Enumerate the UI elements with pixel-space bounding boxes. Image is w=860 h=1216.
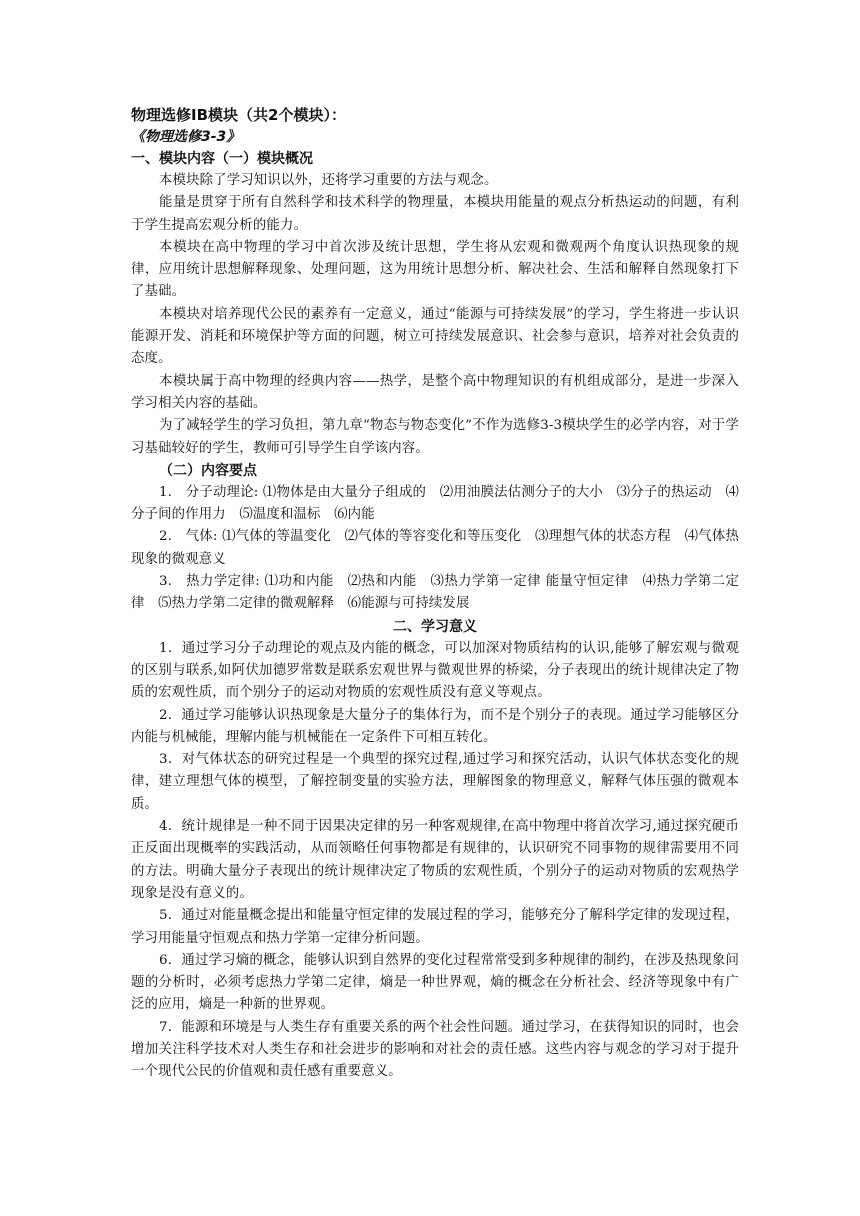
- overview-paragraph: 本模块在高中物理的学习中首次涉及统计思想，学生将从宏观和微观两个角度认识热现象的规律，应用统计思想解释现象、处理问题，这为用统计思想分析、解决社会、生活和解释自然现象打下了基础。: [131, 239, 739, 300]
- section-heading-module-content: 一、模块内容（一）模块概况: [131, 151, 313, 167]
- key-point-item: 2. 气体: ⑴气体的等温变化 ⑵气体的等容变化和等压变化 ⑶理想气体的状态方程 ⑷气体热现象的微观意义: [131, 529, 739, 567]
- significance-paragraph: 6．通过学习熵的概念，能够认识到自然界的变化过程常常受到多种规律的制约，在涉及热现象问题的分析时，必须考虑热力学第二定律，熵是一种世界观，熵的概念在分析社会、经济等现象中有广泛的应用，熵是一种新的世界观。: [131, 952, 739, 1013]
- key-point-item: 3. 热力学定律: ⑴功和内能 ⑵热和内能 ⑶热力学第一定律 能量守恒定律 ⑷热力学第二定律 ⑸热力学第二定律的微观解释 ⑹能源与可持续发展: [131, 574, 739, 612]
- significance-paragraph: 5．通过对能量概念提出和能量守恒定律的发展过程的学习，能够充分了解科学定律的发现过程，学习用能量守恒观点和热力学第一定律分析问题。: [131, 908, 739, 946]
- overview-paragraph: 本模块属于高中物理的经典内容——热学，是整个高中物理知识的有机组成部分，是进一步深入学习相关内容的基础。: [131, 373, 739, 411]
- overview-paragraph: 本模块对培养现代公民的素养有一定意义，通过“能源与可持续发展”的学习，学生将进一步认识能源开发、消耗和环境保护等方面的问题，树立可持续发展意识、社会参与意识，培养对社会负责的态度。: [131, 306, 739, 367]
- subsection-heading-key-points: （二）内容要点: [159, 462, 257, 479]
- significance-paragraph: 3．对气体状态的研究过程是一个典型的探究过程,通过学习和探究活动，认识气体状态变化的规律，建立理想气体的模型，了解控制变量的实验方法，理解图象的物理意义，解释气体压强的微观本质。: [131, 752, 739, 812]
- significance-paragraph: 4．统计规律是一种不同于因果决定律的另一种客观规律,在高中物理中将首次学习,通过探究硬币正反面出现概率的实践活动，从而领略任何事物都是有规律的，认识研究不同事物的规律需要用不同的方法。明确大量分子表现出的统计规律决定了物质的宏观性质，个别分子的运动对物质的宏观热学现象是没有意义的。: [131, 819, 739, 901]
- document-title: 物理选修ⅠB模块（共2个模块）：: [131, 106, 346, 124]
- overview-paragraph: 为了减轻学生的学习负担，第九章“物态与物态变化”不作为选修3-3模块学生的必学内容，对于学习基础较好的学生，教师可引导学生自学该内容。: [131, 418, 739, 456]
- module-subtitle: 《物理选修3-3》: [131, 129, 241, 145]
- significance-paragraph: 2．通过学习能够认识热现象是大量分子的集体行为，而不是个别分子的表现。通过学习能够区分内能与机械能，理解内能与机械能在一定条件下可相互转化。: [131, 707, 739, 745]
- significance-paragraph: 7．能源和环境是与人类生存有重要关系的两个社会性问题。通过学习，在获得知识的同时，也会增加关注科学技术对人类生存和社会进步的影响和对社会的责任感。这些内容与观念的学习对于提升一个现代公民的价值观和责任感有重要意义。: [131, 1019, 739, 1080]
- overview-paragraph: 本模块除了学习知识以外，还将学习重要的方法与观念。: [159, 173, 498, 188]
- section-heading-significance: 二、学习意义: [393, 618, 477, 635]
- significance-paragraph: 1．通过学习分子动理论的观点及内能的概念，可以加深对物质结构的认识,能够了解宏观与微观的区别与联系,如阿伏加德罗常数是联系宏观世界与微观世界的桥梁，分子表现出的统计规律决定了物质的宏观性质，而个别分子的运动对物质的宏观性质没有意义等观点。: [131, 640, 739, 701]
- document-page: [131, 104, 739, 1084]
- overview-paragraph: 能量是贯穿于所有自然科学和技术科学的物理量，本模块用能量的观点分析热运动的问题，有利于学生提高宏观分析的能力。: [131, 195, 739, 233]
- key-point-item: 1. 分子动理论: ⑴物体是由大量分子组成的 ⑵用油膜法估测分子的大小 ⑶分子的热运动 ⑷分子间的作用力 ⑸温度和温标 ⑹内能: [131, 484, 739, 523]
